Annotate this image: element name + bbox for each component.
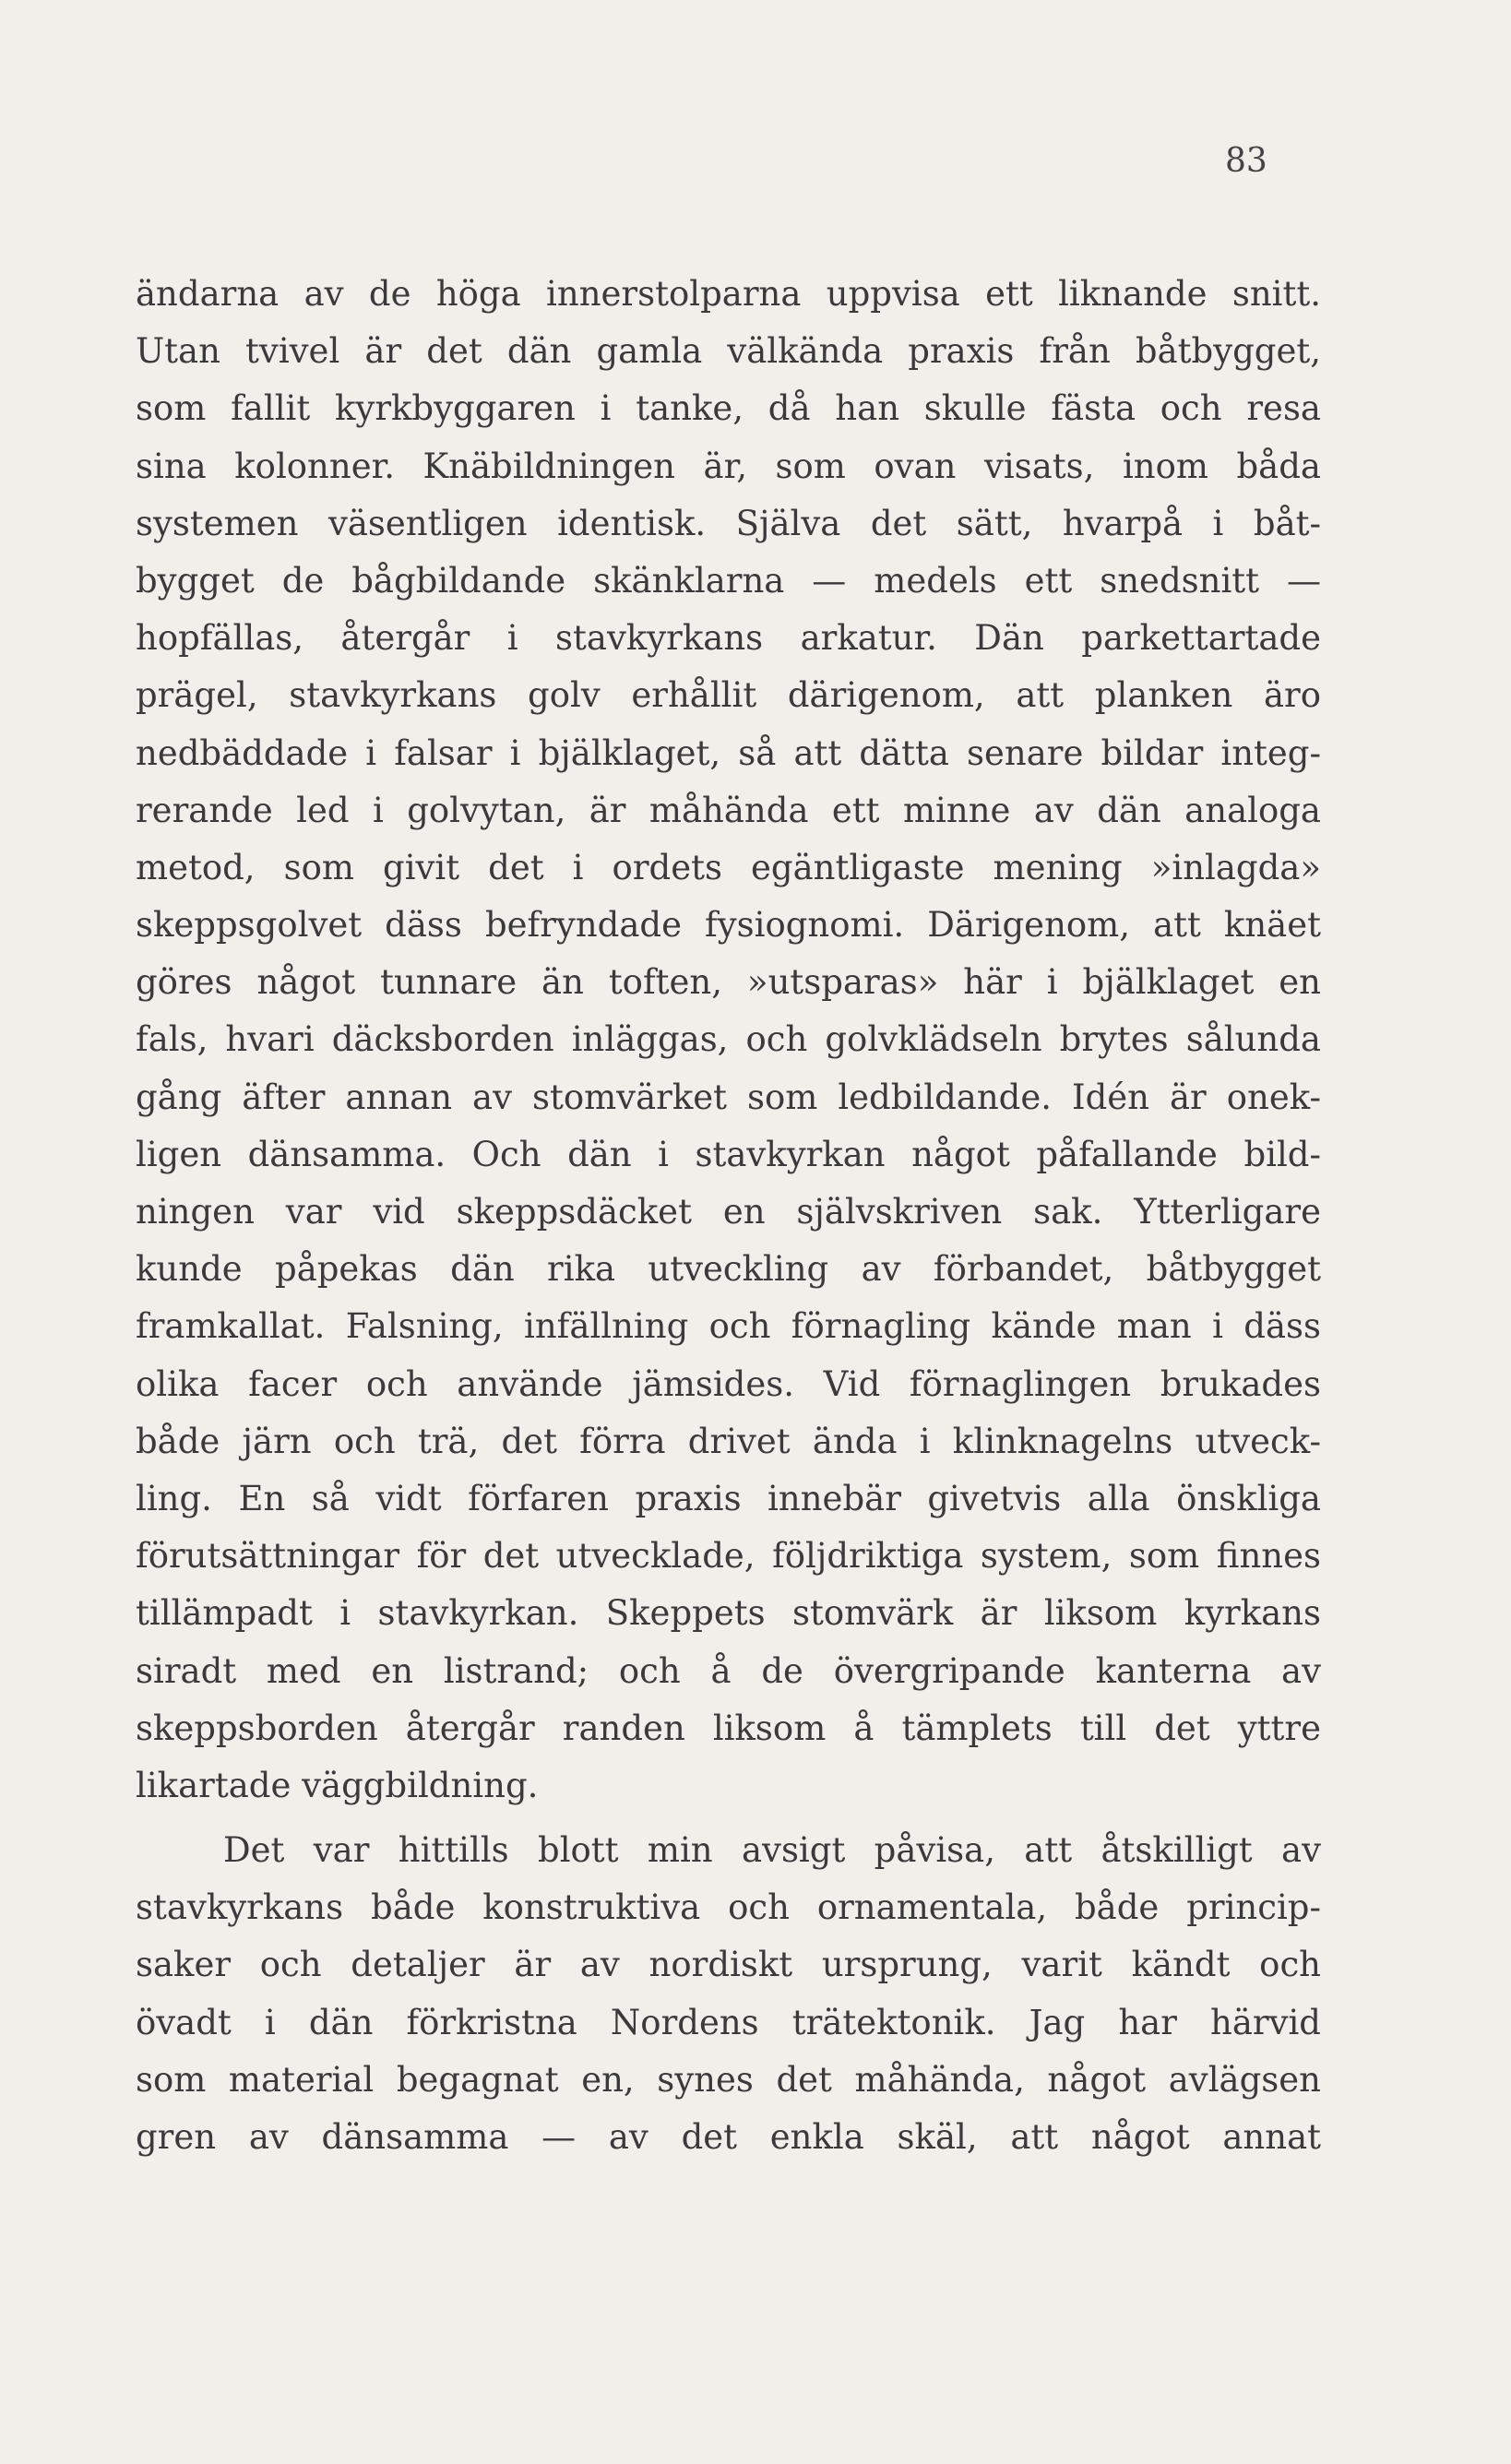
- text-line: olika facer och använde jämsides. Vid förnaglingen brukades: [136, 1363, 1321, 1404]
- text-line: saker och detaljer är av nordiskt ursprung, varit kändt och: [136, 1945, 1321, 1985]
- text-line: både järn och trä, det förra drivet ända i klinknagelns utveck-: [136, 1421, 1321, 1461]
- text-line: framkallat. Falsning, infällning och förnagling kände man i däss: [136, 1306, 1321, 1347]
- text-line: ningen var vid skeppsdäcket en självskriven sak. Ytterligare: [136, 1192, 1321, 1232]
- text-line: övadt i dän förkristna Nordens trätektonik. Jag har härvid: [136, 2002, 1321, 2042]
- text-line: förutsättningar för det utvecklade, följdriktiga system, som finnes: [136, 1536, 1321, 1577]
- text-line: bygget de bågbildande skänklarna — medels ett snedsnitt —: [136, 560, 1321, 601]
- paragraph-1: [136, 266, 1321, 1815]
- text-line: skeppsborden återgår randen liksom å tämplets till det yttre: [136, 1708, 1321, 1748]
- text-line: nedbäddade i falsar i bjälklaget, så att dätta senare bildar integ-: [136, 732, 1321, 773]
- text-line: sina kolonner. Knäbildningen är, som ovan visats, inom båda: [136, 446, 1321, 486]
- text-line: stavkyrkans både konstruktiva och ornamentala, både princip-: [136, 1887, 1321, 1928]
- text-line: gång äfter annan av stomvärket som ledbildande. Idén är onek-: [136, 1077, 1321, 1117]
- text-line: hopfällas, återgår i stavkyrkans arkatur. Dän parkettartade: [136, 618, 1321, 659]
- text-line: ling. En så vidt förfaren praxis innebär givetvis alla önskliga: [136, 1478, 1321, 1518]
- text-line: metod, som givit det i ordets egäntligaste mening »inlagda»: [136, 847, 1321, 887]
- text-line: tillämpadt i stavkyrkan. Skeppets stomvärk är liksom kyrkans: [136, 1593, 1321, 1634]
- text-line: som material begagnat en, synes det måhända, något avlägsen: [136, 2059, 1321, 2100]
- text-line: fals, hvari däcksborden inläggas, och golvklädseln brytes sålunda: [136, 1019, 1321, 1060]
- text-line: Det var hittills blott min avsigt påvisa, att åtskilligt av: [223, 1830, 1321, 1871]
- text-line: rerande led i golvytan, är måhända ett minne av dän analoga: [136, 790, 1321, 830]
- text-line: siradt med en listrand; och å de övergripande kanterna av: [136, 1650, 1321, 1691]
- paragraph-2: [136, 1822, 1321, 2166]
- text-line: Utan tvivel är det dän gamla välkända praxis från båtbygget,: [136, 331, 1321, 372]
- text-line: ändarna av de höga innerstolparna uppvisa ett liknande snitt.: [136, 274, 1321, 314]
- text-line: gren av dänsamma — av det enkla skäl, att något annat: [136, 2117, 1321, 2157]
- paragraph-spacer: [136, 1815, 1321, 1822]
- text-line: skeppsgolvet däss befryndade fysiognomi. Därigenom, att knäet: [136, 905, 1321, 946]
- text-line: ligen dänsamma. Och dän i stavkyrkan något påfallande bild-: [136, 1134, 1321, 1174]
- text-line: kunde påpekas dän rika utveckling av förbandet, båtbygget: [136, 1249, 1321, 1290]
- text-line: som fallit kyrkbyggaren i tanke, då han skulle fästa och resa: [136, 388, 1321, 429]
- text-line: likartade väggbildning.: [136, 1765, 539, 1805]
- page-number: 83: [1225, 142, 1267, 180]
- text-line: göres något tunnare än toften, »utsparas» här i bjälklaget en: [136, 962, 1321, 1003]
- text-line: systemen väsentligen identisk. Själva det sätt, hvarpå i båt-: [136, 503, 1321, 543]
- body-text: [136, 266, 1321, 2166]
- text-line: prägel, stavkyrkans golv erhållit därigenom, att planken äro: [136, 675, 1321, 716]
